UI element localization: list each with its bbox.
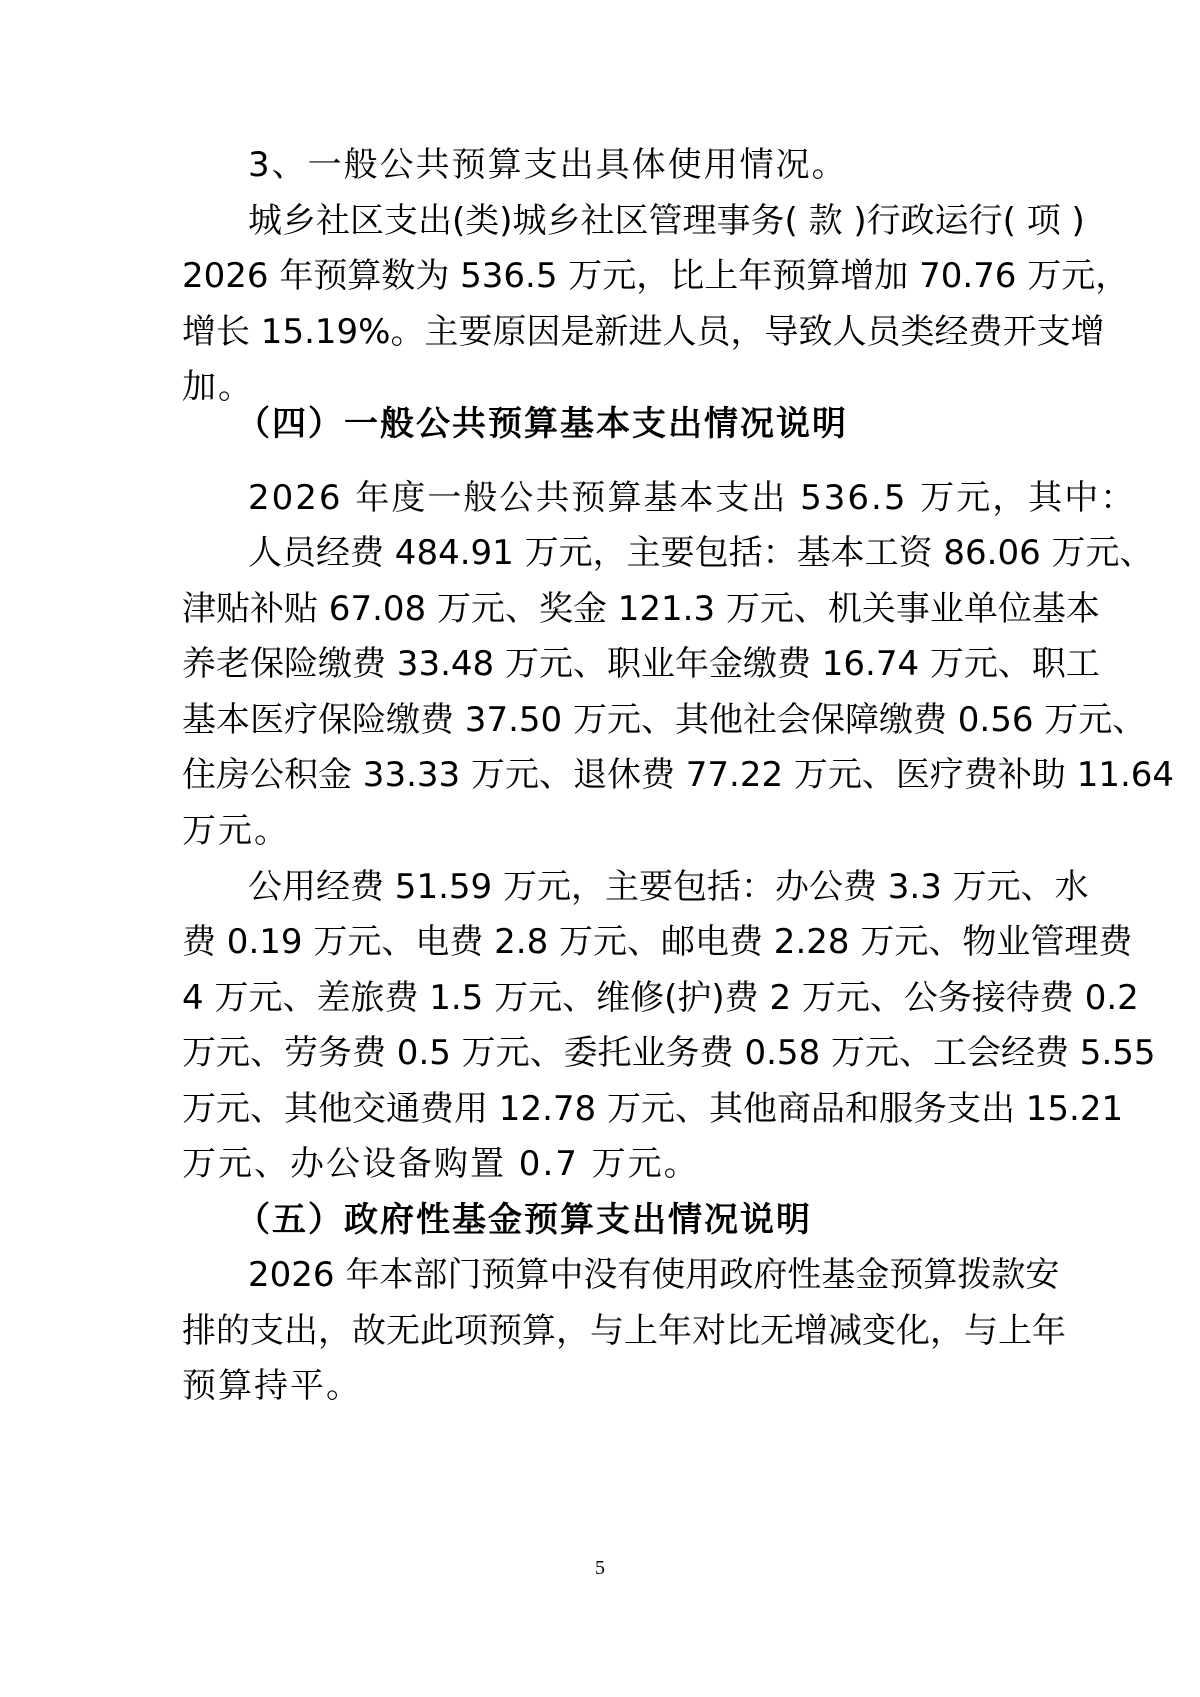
- paragraph-line: 基本医疗保险缴费 37.50 万元、其他社会保障缴费 0.56 万元、: [182, 700, 1147, 740]
- paragraph-line: 费 0.19 万元、电费 2.8 万元、邮电费 2.28 万元、物业管理费: [182, 922, 1133, 962]
- paragraph-line: 津贴补贴 67.08 万元、奖金 121.3 万元、机关事业单位基本: [182, 589, 1100, 629]
- paragraph-line: 养老保险缴费 33.48 万元、职业年金缴费 16.74 万元、职工: [182, 644, 1100, 684]
- section-heading-4: （四）一般公共预算基本支出情况说明: [236, 404, 848, 444]
- paragraph-line: 人员经费 484.91 万元，主要包括：基本工资 86.06 万元、: [248, 533, 1154, 573]
- subsection-title-3: 3、一般公共预算支出具体使用情况。: [248, 145, 848, 185]
- paragraph-line: 加。: [182, 367, 254, 407]
- paragraph-line: 万元、劳务费 0.5 万元、委托业务费 0.58 万元、工会经费 5.55: [182, 1033, 1156, 1073]
- paragraph-line: 万元、办公设备购置 0.7 万元。: [182, 1144, 700, 1184]
- paragraph-line: 2026 年预算数为 536.5 万元，比上年预算增加 70.76 万元，: [182, 256, 1130, 296]
- paragraph-line: 2026 年本部门预算中没有使用政府性基金预算拨款安: [248, 1255, 1060, 1295]
- paragraph-line: 预算持平。: [182, 1366, 362, 1406]
- paragraph-line: 排的支出，故无此项预算，与上年对比无增减变化，与上年: [182, 1311, 1066, 1351]
- paragraph-line: 2026 年度一般公共预算基本支出 536.5 万元，其中：: [248, 478, 1137, 518]
- paragraph-line: 住房公积金 33.33 万元、退休费 77.22 万元、医疗费补助 11.64: [182, 755, 1175, 795]
- paragraph-line: 4 万元、差旅费 1.5 万元、维修(护)费 2 万元、公务接待费 0.2: [182, 978, 1139, 1018]
- page-number: 5: [595, 1557, 605, 1579]
- paragraph-line: 万元、其他交通费用 12.78 万元、其他商品和服务支出 15.21: [182, 1089, 1124, 1129]
- paragraph-line: 增长 15.19%。主要原因是新进人员，导致人员类经费开支增: [182, 312, 1105, 352]
- paragraph-line: 公用经费 51.59 万元，主要包括：办公费 3.3 万元、水: [248, 867, 1089, 907]
- section-heading-5: （五）政府性基金预算支出情况说明: [236, 1200, 812, 1240]
- paragraph-line: 城乡社区支出(类)城乡社区管理事务( 款 )行政运行( 项 ): [248, 201, 1085, 241]
- paragraph-line: 万元。: [182, 811, 290, 851]
